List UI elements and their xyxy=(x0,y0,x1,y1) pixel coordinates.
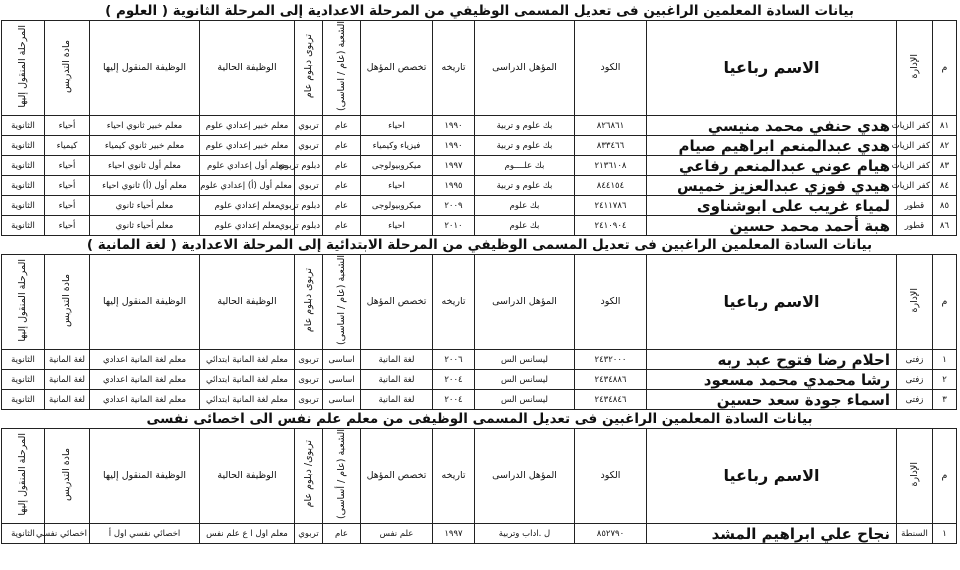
cell-branch: عام xyxy=(323,196,361,216)
header-tarbawi: تربوى/ دبلوم عام xyxy=(295,429,323,524)
cell-admin: كفر الزيات xyxy=(897,136,933,156)
cell-tarbawi: تربوي xyxy=(295,136,323,156)
cell-stage: الثانوية xyxy=(2,196,45,216)
cell-date: ١٩٩٧ xyxy=(433,156,475,176)
cell-code: ٨٤٤١٥٤ xyxy=(575,176,647,196)
header-branch: الشعبة (عام / اساسى) xyxy=(323,255,361,350)
cell-subject: اخصائي نفسي xyxy=(45,524,90,544)
cell-admin: السنطة xyxy=(897,524,933,544)
cell-admin: زفتى xyxy=(897,390,933,410)
cell-m: ٨٦ xyxy=(933,216,957,236)
cell-spec: احياء xyxy=(361,116,433,136)
cell-stage: الثانوية xyxy=(2,136,45,156)
cell-admin: زفتى xyxy=(897,370,933,390)
cell-subject: لغة المانية xyxy=(45,370,90,390)
section-title: بيانات السادة المعلمين الراغبين فى تعديل المسمى الوظيفى من معلم علم نفس الى اخصائى نفسى xyxy=(146,411,813,428)
cell-branch: اساسى xyxy=(323,370,361,390)
cell-m: ٨٥ xyxy=(933,196,957,216)
cell-name: هدي عبدالمنعم ابراهيم صيام xyxy=(647,136,897,156)
cell-current: معلم أول (أ) إعدادي علوم xyxy=(200,176,295,196)
cell-branch: عام xyxy=(323,116,361,136)
header-m: م xyxy=(933,21,957,116)
cell-date: ١٩٩٥ xyxy=(433,176,475,196)
table-row xyxy=(2,176,957,196)
cell-stage: الثانوية xyxy=(2,370,45,390)
header-row xyxy=(2,21,957,116)
cell-spec: ميكروبيولوجى xyxy=(361,196,433,216)
cell-spec: احياء xyxy=(361,176,433,196)
cell-spec: لغة المانية xyxy=(361,350,433,370)
cell-name: هيدي فوزي عبدالعزيز خميس xyxy=(647,176,897,196)
header-current: الوظيفة الحالية xyxy=(200,255,295,350)
cell-name: لمياء غريب على ابوشناوى xyxy=(647,196,897,216)
header-subject: مادة التدريس xyxy=(45,429,90,524)
cell-qual: ليسانس الس xyxy=(475,390,575,410)
header-name: الاسم رباعيا xyxy=(647,255,897,350)
header-date: تاريخه xyxy=(433,255,475,350)
table-row xyxy=(2,116,957,136)
cell-target: معلم أحياء ثانوي xyxy=(90,196,200,216)
cell-admin: كفر الزيات xyxy=(897,156,933,176)
cell-current: معلم أول إعدادي علوم xyxy=(200,156,295,176)
cell-m: ٣ xyxy=(933,390,957,410)
header-subject: مادة التدريس xyxy=(45,255,90,350)
cell-qual: بك علوم و تربية xyxy=(475,176,575,196)
table-row xyxy=(2,216,957,236)
header-spec: تخصص المؤهل xyxy=(361,21,433,116)
cell-target: معلم أول (أ) ثانوي احياء xyxy=(90,176,200,196)
cell-qual: بك علوم و تربية xyxy=(475,136,575,156)
header-current: الوظيفة الحالية xyxy=(200,21,295,116)
cell-qual: ل .اداب وتربية xyxy=(475,524,575,544)
header-subject: مادة التدريس xyxy=(45,21,90,116)
cell-date: ١٩٩٠ xyxy=(433,136,475,156)
header-stage: المرحلة المنقول إليها xyxy=(2,429,45,524)
cell-qual: ليسانس الس xyxy=(475,370,575,390)
cell-tarbawi: تربوي xyxy=(295,524,323,544)
header-target: الوظيفة المنقول إليها xyxy=(90,429,200,524)
cell-stage: الثانوية xyxy=(2,390,45,410)
cell-target: معلم لغة المانية اعدادي xyxy=(90,390,200,410)
cell-spec: علم نفس xyxy=(361,524,433,544)
table-row xyxy=(2,350,957,370)
cell-target: معلم أول ثانوي احياء xyxy=(90,156,200,176)
header-code: الكود xyxy=(575,255,647,350)
cell-admin: كفر الزيات xyxy=(897,116,933,136)
cell-current: معلم اول ا ع علم نفس xyxy=(200,524,295,544)
header-date: تاريخه xyxy=(433,429,475,524)
cell-tarbawi: دبلوم تربوي xyxy=(295,216,323,236)
cell-subject: كيمياء xyxy=(45,136,90,156)
header-name: الاسم رباعيا xyxy=(647,429,897,524)
data-table xyxy=(1,428,957,544)
header-date: تاريخه xyxy=(433,21,475,116)
cell-tarbawi: تربوى xyxy=(295,350,323,370)
cell-target: معلم لغة المانية اعدادي xyxy=(90,370,200,390)
cell-m: ٢ xyxy=(933,370,957,390)
header-target: الوظيفة المنقول إليها xyxy=(90,21,200,116)
cell-qual: بك علوم xyxy=(475,216,575,236)
cell-code: ٨٥٢٧٩٠ xyxy=(575,524,647,544)
header-current: الوظيفة الحالية xyxy=(200,429,295,524)
cell-current: معلم إعدادي علوم xyxy=(200,216,295,236)
cell-date: ٢٠٠٤ xyxy=(433,370,475,390)
cell-target: معلم لغة المانية اعدادي xyxy=(90,350,200,370)
cell-subject: أحياء xyxy=(45,216,90,236)
cell-subject: أحياء xyxy=(45,196,90,216)
header-admin: الإدارة xyxy=(897,21,933,116)
cell-name: احلام رضا فتوح عبد ربه xyxy=(647,350,897,370)
section-title: بيانات السادة المعلمين الراغبين فى تعديل المسمى الوظيفي من المرحلة الابتدائية إلى المرحلة الاعدادية ( لغة المانية ) xyxy=(86,237,873,254)
cell-tarbawi: تربوى xyxy=(295,370,323,390)
data-table xyxy=(1,20,957,236)
cell-code: ٨٢٦٨٦١ xyxy=(575,116,647,136)
cell-branch: اساسى xyxy=(323,390,361,410)
cell-current: معلم لغة المانية ابتدائي xyxy=(200,390,295,410)
cell-branch: عام xyxy=(323,524,361,544)
cell-m: ١ xyxy=(933,350,957,370)
cell-code: ٢١٣٦١٠٨ xyxy=(575,156,647,176)
cell-admin: كفر الزيات xyxy=(897,176,933,196)
header-target: الوظيفة المنقول إليها xyxy=(90,255,200,350)
cell-m: ٨٢ xyxy=(933,136,957,156)
cell-admin: زفتى xyxy=(897,350,933,370)
cell-stage: الثانوية xyxy=(2,116,45,136)
cell-target: اخصائي نفسي اول أ xyxy=(90,524,200,544)
cell-tarbawi: تربوي xyxy=(295,176,323,196)
cell-current: معلم إعدادي علوم xyxy=(200,196,295,216)
cell-admin: قطور xyxy=(897,216,933,236)
header-code: الكود xyxy=(575,21,647,116)
header-name: الاسم رباعيا xyxy=(647,21,897,116)
table-row xyxy=(2,390,957,410)
cell-current: معلم لغة المانية ابتدائي xyxy=(200,370,295,390)
cell-code: ٢٤٣٢٠٠٠ xyxy=(575,350,647,370)
cell-stage: الثانوية xyxy=(2,156,45,176)
header-stage: المرحلة المنقول إليها xyxy=(2,21,45,116)
cell-branch: عام xyxy=(323,136,361,156)
cell-date: ١٩٩٧ xyxy=(433,524,475,544)
header-row xyxy=(2,255,957,350)
cell-branch: عام xyxy=(323,216,361,236)
cell-date: ٢٠٠٦ xyxy=(433,350,475,370)
cell-subject: لغة المانية xyxy=(45,390,90,410)
table-row xyxy=(2,136,957,156)
header-stage: المرحلة المنقول إليها xyxy=(2,255,45,350)
cell-date: ٢٠١٠ xyxy=(433,216,475,236)
table-row xyxy=(2,370,957,390)
cell-spec: احياء xyxy=(361,216,433,236)
document-page xyxy=(2,2,957,568)
header-spec: تخصص المؤهل xyxy=(361,255,433,350)
cell-current: معلم لغة المانية ابتدائي xyxy=(200,350,295,370)
cell-spec: لغة المانية xyxy=(361,370,433,390)
cell-tarbawi: تربوي xyxy=(295,116,323,136)
cell-branch: اساسى xyxy=(323,350,361,370)
cell-tarbawi: دبلوم تربوي xyxy=(295,156,323,176)
section-title: بيانات السادة المعلمين الراغبين فى تعديل المسمى الوظيفي من المرحلة الاعدادية إلى المرحلة الثانوية ( العلوم ) xyxy=(105,3,854,19)
cell-tarbawi: دبلوم تربوي xyxy=(295,196,323,216)
cell-spec: ميكروبيولوجى xyxy=(361,156,433,176)
table-row xyxy=(2,156,957,176)
cell-target: معلم خبير ثانوي احياء xyxy=(90,116,200,136)
header-branch: الشعبة (عام / اساسى) xyxy=(323,21,361,116)
cell-name: هدي حنفي محمد منيسي xyxy=(647,116,897,136)
cell-subject: أحياء xyxy=(45,116,90,136)
cell-stage: الثانوية xyxy=(2,176,45,196)
cell-name: اسماء جودة سعد حسين xyxy=(647,390,897,410)
cell-stage: الثانوية xyxy=(2,350,45,370)
cell-date: ٢٠٠٤ xyxy=(433,390,475,410)
header-row xyxy=(2,429,957,524)
header-tarbawi: تربوى دبلوم عام xyxy=(295,255,323,350)
cell-m: ٨١ xyxy=(933,116,957,136)
cell-code: ٢٤١٠٩٠٤ xyxy=(575,216,647,236)
cell-current: معلم خبير إعدادي علوم xyxy=(200,116,295,136)
cell-current: معلم خبير إعدادي علوم xyxy=(200,136,295,156)
cell-qual: بك علوم و تربية xyxy=(475,116,575,136)
cell-target: معلم خبير ثانوي كيمياء xyxy=(90,136,200,156)
header-qual: المؤهل الدراسى xyxy=(475,21,575,116)
cell-stage: الثانوية xyxy=(2,524,45,544)
cell-name: هبة أحمد محمد حسين xyxy=(647,216,897,236)
header-admin: الإدارة xyxy=(897,255,933,350)
header-code: الكود xyxy=(575,429,647,524)
header-admin: الإدارة xyxy=(897,429,933,524)
cell-qual: ليسانس الس xyxy=(475,350,575,370)
cell-tarbawi: تربوى xyxy=(295,390,323,410)
cell-name: هيام عوني عبدالمنعم رفاعي xyxy=(647,156,897,176)
cell-admin: قطور xyxy=(897,196,933,216)
cell-code: ٨٣٣٤٦٦ xyxy=(575,136,647,156)
cell-subject: أحياء xyxy=(45,156,90,176)
header-branch: الشعبة (عام / أساسى) xyxy=(323,429,361,524)
cell-date: ١٩٩٠ xyxy=(433,116,475,136)
header-qual: المؤهل الدراسى xyxy=(475,429,575,524)
cell-target: معلم أحياء ثانوي xyxy=(90,216,200,236)
cell-m: ٨٣ xyxy=(933,156,957,176)
cell-name: رشا محمدي محمد مسعود xyxy=(647,370,897,390)
header-tarbawi: تربوى دبلوم عام xyxy=(295,21,323,116)
cell-subject: لغة المانية xyxy=(45,350,90,370)
cell-subject: أحياء xyxy=(45,176,90,196)
cell-code: ٢٤٣٤٨٨٦ xyxy=(575,370,647,390)
cell-qual: بك علوم xyxy=(475,196,575,216)
cell-m: ٨٤ xyxy=(933,176,957,196)
cell-qual: بك علــــوم xyxy=(475,156,575,176)
data-table xyxy=(1,254,957,410)
cell-code: ٢٤١١٧٨٦ xyxy=(575,196,647,216)
cell-spec: فيزياء وكيمياء xyxy=(361,136,433,156)
cell-code: ٢٤٣٤٨٤٦ xyxy=(575,390,647,410)
table-row xyxy=(2,524,957,544)
cell-stage: الثانوية xyxy=(2,216,45,236)
header-m: م xyxy=(933,429,957,524)
header-spec: تخصص المؤهل xyxy=(361,429,433,524)
table-row xyxy=(2,196,957,216)
cell-name: نجاح علي ابراهيم المشد xyxy=(647,524,897,544)
cell-m: ١ xyxy=(933,524,957,544)
cell-branch: عام xyxy=(323,176,361,196)
cell-branch: عام xyxy=(323,156,361,176)
header-qual: المؤهل الدراسى xyxy=(475,255,575,350)
header-m: م xyxy=(933,255,957,350)
cell-date: ٢٠٠٩ xyxy=(433,196,475,216)
cell-spec: لغة المانية xyxy=(361,390,433,410)
